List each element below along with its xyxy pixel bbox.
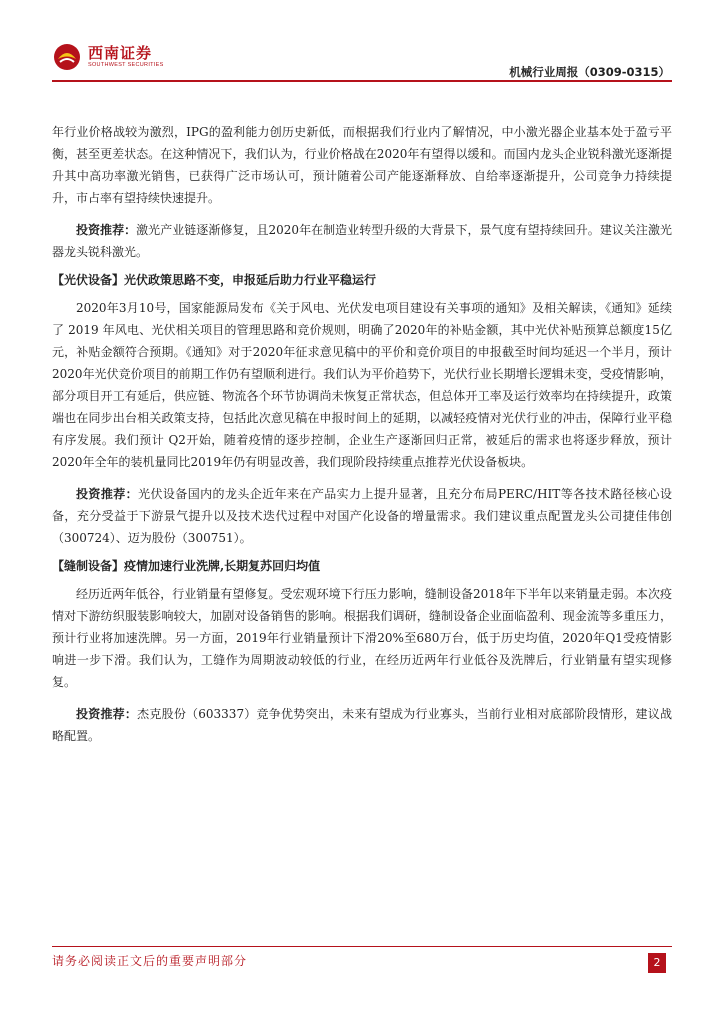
- paragraph-sewing-recommendation: [52, 703, 672, 747]
- report-title: 机械行业周报（0309-0315）: [509, 65, 670, 79]
- page-header: [52, 34, 672, 80]
- section-title-sewing-equipment: 【缝制设备】疫情加速行业洗牌,长期复苏回归均值: [52, 559, 321, 573]
- logo-chinese-name: 西南证券: [88, 43, 153, 62]
- recommendation-text: 光伏设备国内的龙头企近年来在产品实力上提升显著，且充分布局PERC/HIT等各技术路径核心设备，充分受益于下游景气提升以及技术迭代过程中对国产化设备的增量需求。我们建议重点配置龙头公司捷佳伟创（300724）、迈为股份（300751）。: [52, 487, 672, 545]
- paragraph-pv-policy: 2020年3月10号，国家能源局发布《关于风电、光伏发电项目建设有关事项的通知》及相关解读，《通知》延续了 2019 年风电、光伏相关项目的管理思路和竞价规则，明确了2020年的补贴金额，其中光伏补贴预算总额度15亿元，补贴金额符合预期。《通知》对于2020年征求意见稿中的平价和竞价项目的申报截至时间均延迟一个半月，预计2020年光伏竞价项目的前期工作仍有望顺利进行。我们认为平价趋势下，光伏行业长期增长逻辑未变，受疫情影响，部分项目开工有延后，供应链、物流各个环节协调尚未恢复正常状态，但总体开工率及运行效率均在持续提升，政策端也在同步出台相关政策支持，包括此次意见稿在申报时间上的延期，以减轻疫情对光伏行业的冲击，保障行业平稳有序发展。我们预计 Q2开始，随着疫情的逐步控制，企业生产逐渐回归正常，被延后的需求也将逐步释放，预计2020年全年的装机量同比2019年仍有明显改善，我们现阶段持续重点推荐光伏设备板块。: [52, 301, 672, 469]
- paragraph-pv-recommendation: [52, 483, 672, 549]
- paragraph-laser-industry: 年行业价格战较为激烈，IPG的盈利能力创历史新低，而根据我们行业内了解情况，中小激光器企业基本处于盈亏平衡，甚至更差状态。在这种情况下，我们认为，行业价格战在2020年有望得以缓和。而国内龙头企业锐科激光逐渐提升其中高功率激光销售，已获得广泛市场认可，预计随着公司产能逐渐释放、自给率逐渐提升，公司竞争力持续提升，市占率有望持续快速提升。: [52, 125, 672, 205]
- footer-divider: [52, 946, 672, 947]
- company-logo: [52, 42, 164, 72]
- section-title-pv-equipment: 【光伏设备】光伏政策思路不变，申报延后助力行业平稳运行: [52, 273, 377, 287]
- logo-emblem-icon: [52, 42, 82, 72]
- disclaimer-notice: 请务必阅读正文后的重要声明部分: [52, 954, 248, 968]
- recommendation-text: 杰克股份（603337）竞争优势突出，未来有望成为行业寡头，当前行业相对底部阶段情形，建议战略配置。: [52, 707, 672, 743]
- logo-english-name: SOUTHWEST SECURITIES: [88, 61, 164, 68]
- paragraph-sewing-industry: 经历近两年低谷，行业销量有望修复。受宏观环境下行压力影响，缝制设备2018年下半年以来销量走弱。本次疫情对下游纺织服装影响较大，加剧对设备销售的影响。根据我们调研，缝制设备企业面临盈利、现金流等多重压力，预计行业将加速洗牌。另一方面，2019年行业销量预计下滑20%至680万台，低于历史均值，2020年Q1受疫情影响进一步下滑。我们认为，工缝作为周期波动较低的行业，在经历近两年行业低谷及洗牌后，行业销量有望实现修复。: [52, 587, 672, 689]
- recommendation-text: 激光产业链逐渐修复，且2020年在制造业转型升级的大背景下，景气度有望持续回升。建议关注激光器龙头锐科激光。: [52, 223, 672, 259]
- recommendation-label: 投资推荐：: [76, 707, 138, 721]
- page-number: 2: [648, 953, 666, 973]
- header-divider: [52, 80, 672, 82]
- recommendation-label: 投资推荐：: [76, 487, 139, 501]
- paragraph-laser-recommendation: [52, 219, 672, 263]
- main-content: [52, 121, 672, 747]
- recommendation-label: 投资推荐：: [76, 223, 137, 237]
